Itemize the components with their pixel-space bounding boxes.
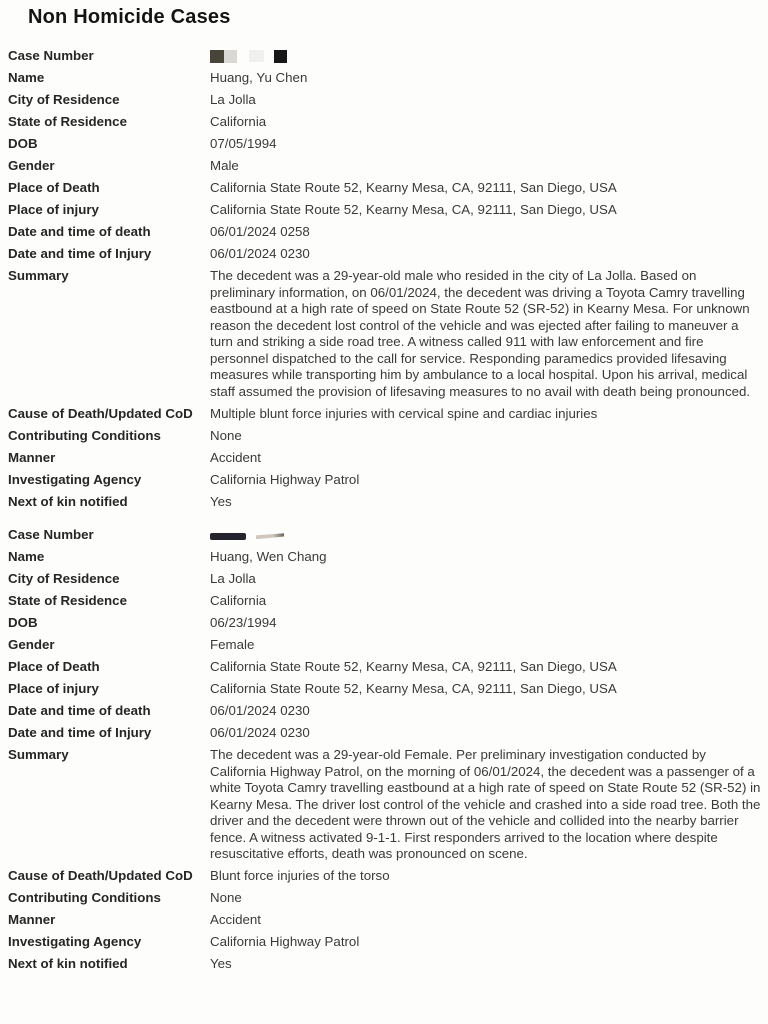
redaction-block <box>249 50 264 62</box>
case-record <box>8 527 768 973</box>
field-value: Multiple blunt force injuries with cervical spine and cardiac injuries <box>210 405 598 421</box>
field-value: California State Route 52, Kearny Mesa, CA, 92111, San Diego, USA <box>210 659 617 674</box>
field-value: Accident <box>210 449 261 465</box>
field-value: Accident <box>210 912 261 927</box>
field-value: None <box>210 427 242 443</box>
case-record <box>8 48 768 510</box>
case-list <box>8 48 768 973</box>
redaction-block <box>274 50 287 63</box>
field-row <box>8 136 768 153</box>
field-value: California <box>210 114 267 129</box>
field-value: 06/01/2024 0230 <box>210 246 310 261</box>
field-row <box>8 868 768 885</box>
field-value: California <box>210 593 267 608</box>
redacted-case-number <box>210 48 762 65</box>
field-row <box>8 593 768 610</box>
field-row <box>8 406 768 423</box>
field-label: Manner <box>8 912 56 927</box>
field-row <box>8 725 768 742</box>
redaction-marks <box>210 48 762 65</box>
field-value: La Jolla <box>210 92 256 107</box>
field-value: California State Route 52, Kearny Mesa, CA, 92111, San Diego, USA <box>210 202 617 217</box>
field-label: Place of injury <box>8 202 99 217</box>
field-label: DOB <box>8 615 38 630</box>
field-row <box>8 246 768 263</box>
field-value: Yes <box>210 956 232 971</box>
field-label: Contributing Conditions <box>8 427 161 443</box>
field-label: Name <box>8 549 45 564</box>
field-row <box>8 637 768 654</box>
field-row <box>8 472 768 489</box>
redaction-block <box>224 50 237 63</box>
field-label: Date and time of Injury <box>8 725 152 740</box>
field-row <box>8 114 768 131</box>
field-row <box>8 571 768 588</box>
field-row <box>8 890 768 907</box>
redaction-block <box>210 533 246 540</box>
field-label: Case Number <box>8 527 94 542</box>
field-label: Summary <box>8 747 69 762</box>
field-row <box>8 428 768 445</box>
field-value: The decedent was a 29-year-old male who resided in the city of La Jolla. Based on preliminary information, on 06/01/2024, the decedent was driving a Toyota Camry travelling eastbound at a high rate of speed on State Route 52 (SR-52) in Kearny Mesa. For unknown reason the decedent lost control of the vehicle and was ejected after failing to maneuver a turn and striking a side road tree. A witness called 911 with law enforcement and fire personnel dispatched to the call for service. Responding paramedics provided lifesaving measures while transporting him by ambulance to a local hospital. Upon his arrival, medical staff assumed the provision of lifesaving measures to no avail with death being pronounced. <box>210 268 751 399</box>
field-label: Case Number <box>8 48 94 63</box>
field-label: City of Residence <box>8 571 120 586</box>
field-row <box>8 912 768 929</box>
field-value: California State Route 52, Kearny Mesa, CA, 92111, San Diego, USA <box>210 180 617 195</box>
field-value: Female <box>210 637 255 652</box>
field-label: State of Residence <box>8 593 127 608</box>
field-row <box>8 747 768 863</box>
field-row <box>8 48 768 65</box>
field-label: Place of Death <box>8 659 100 674</box>
field-value: Male <box>210 158 239 173</box>
field-row <box>8 934 768 951</box>
field-row <box>8 703 768 720</box>
field-value: 06/01/2024 0230 <box>210 725 310 740</box>
field-label: Date and time of death <box>8 703 151 718</box>
field-row <box>8 70 768 87</box>
field-row <box>8 659 768 676</box>
field-label: Cause of Death/Updated CoD <box>8 405 193 421</box>
field-row <box>8 549 768 566</box>
field-value: California State Route 52, Kearny Mesa, CA, 92111, San Diego, USA <box>210 681 617 696</box>
field-value: The decedent was a 29-year-old Female. Per preliminary investigation conducted by California Highway Patrol, on the morning of 06/01/2024, the decedent was a passenger of a white Toyota Camry travelling eastbound at a high rate of speed on State Route 52 (SR-52) in Kearny Mesa. The driver lost control of the vehicle and crashed into a side road tree. Both the driver and the decedent were thrown out of the vehicle and collided into the nearby barrier fence. A witness activated 9-1-1. First responders arrived to the location where despite resuscitative efforts, death was pronounced on scene. <box>210 747 761 861</box>
field-label: Gender <box>8 158 55 173</box>
field-row <box>8 450 768 467</box>
field-row <box>8 615 768 632</box>
field-value: Yes <box>210 493 232 509</box>
field-value: California Highway Patrol <box>210 934 360 949</box>
field-value: Huang, Yu Chen <box>210 70 308 85</box>
field-row <box>8 202 768 219</box>
field-label: Gender <box>8 637 55 652</box>
field-label: Summary <box>8 268 69 283</box>
field-row <box>8 92 768 109</box>
field-row <box>8 494 768 511</box>
field-value: None <box>210 890 242 905</box>
field-value: Huang, Wen Chang <box>210 549 327 564</box>
field-label: Date and time of Injury <box>8 246 152 261</box>
field-value: La Jolla <box>210 571 256 586</box>
field-row <box>8 681 768 698</box>
field-value: 07/05/1994 <box>210 136 277 151</box>
field-label: Cause of Death/Updated CoD <box>8 868 193 883</box>
redaction-block <box>210 50 224 63</box>
field-label: Place of injury <box>8 681 99 696</box>
redacted-case-number <box>210 527 762 544</box>
field-row <box>8 180 768 197</box>
field-label: Investigating Agency <box>8 934 142 949</box>
field-value: Blunt force injuries of the torso <box>210 868 390 883</box>
field-value: 06/01/2024 0230 <box>210 703 310 718</box>
field-row <box>8 268 768 400</box>
field-label: Next of kin notified <box>8 493 128 509</box>
field-row <box>8 956 768 973</box>
redaction-marks <box>210 527 762 544</box>
field-label: Name <box>8 70 45 85</box>
field-value: 06/23/1994 <box>210 615 277 630</box>
field-label: Manner <box>8 449 56 465</box>
field-row <box>8 224 768 241</box>
redaction-block <box>256 533 284 539</box>
field-label: Date and time of death <box>8 224 151 239</box>
field-row <box>8 158 768 175</box>
field-label: DOB <box>8 136 38 151</box>
field-row <box>8 527 768 544</box>
field-value: California Highway Patrol <box>210 471 360 487</box>
field-label: Contributing Conditions <box>8 890 161 905</box>
field-label: Investigating Agency <box>8 471 142 487</box>
field-label: City of Residence <box>8 92 120 107</box>
field-label: Next of kin notified <box>8 956 128 971</box>
page-title: Non Homicide Cases <box>28 6 231 28</box>
field-value: 06/01/2024 0258 <box>210 224 310 239</box>
field-label: State of Residence <box>8 114 127 129</box>
field-label: Place of Death <box>8 180 100 195</box>
